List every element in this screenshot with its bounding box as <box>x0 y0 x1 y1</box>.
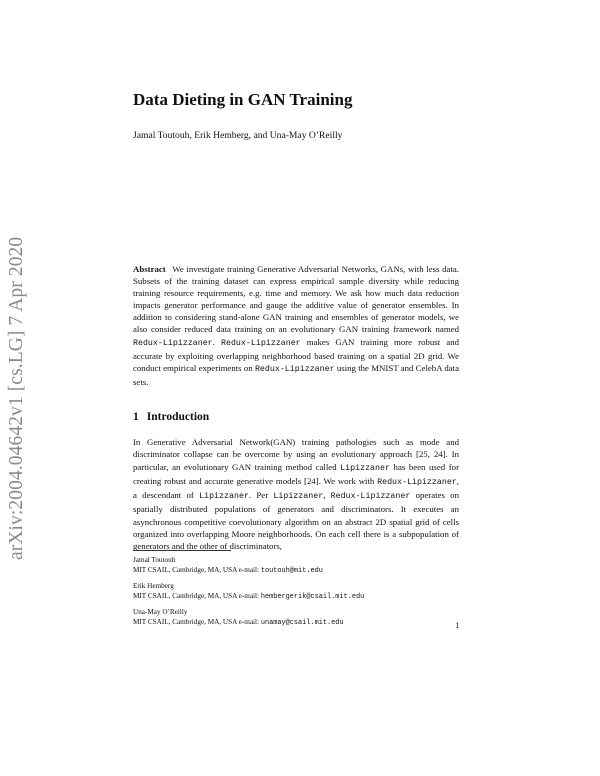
footnote-author-name: Una-May O’Reilly <box>133 608 188 617</box>
abstract-text: . <box>212 336 221 347</box>
footnote-author-name: Jamal Toutouh <box>133 556 176 564</box>
framework-name: Redux-Lipizzaner <box>254 364 335 374</box>
intro-text: , <box>323 490 331 501</box>
introduction-paragraph <box>133 436 459 553</box>
framework-name: Redux-Lipizzaner <box>377 477 457 487</box>
section-number: 1 <box>133 411 139 423</box>
abstract-label: Abstract <box>133 264 166 274</box>
abstract-text: using the MNIST and CelebA data sets. <box>133 362 459 387</box>
author-email: hembergerik@csail.mit.edu <box>260 592 365 601</box>
section-title: Introduction <box>146 411 210 423</box>
paper-title: Data Dieting in GAN Training <box>133 90 353 109</box>
abstract-text: makes GAN training more robust and accurate by exploiting overlapping neighborhood based training on a spatial 2D grid. We conduct empirical experiments on <box>133 336 459 373</box>
framework-name: Lipizzaner <box>273 492 324 502</box>
framework-name: Redux-Lipizzaner <box>133 338 213 348</box>
framework-name: Redux-Lipizzaner <box>220 338 301 348</box>
author-footnote <box>133 608 459 628</box>
footnote-divider <box>133 550 231 551</box>
framework-name: Redux-Lipizzaner <box>330 492 411 502</box>
arxiv-identifier-stamp: arXiv:2004.04642v1 [cs.LG] 7 Apr 2020 <box>6 236 27 560</box>
footnote-affiliation: MIT CSAIL, Cambridge, MA, USA e-mail: hembergerik@csail.mit.edu <box>133 591 365 601</box>
abstract-text: We investigate training Generative Adversarial Networks, GANs, with less data. Subsets of the training dataset can express empirical sample diversity while reducing training resource requirements, e.g. time and memory. We ask how much data reduction impacts generator performance and gauge the additive value of generator ensembles. In addition to considering stand-alone GAN training and ensembles of generator models, we also consider reduced data training on an evolutionary GAN training framework named <box>133 264 459 335</box>
intro-text: . Per <box>248 490 274 501</box>
author-email: toutouh@mit.edu <box>260 566 323 575</box>
page-number: 1 <box>455 620 460 630</box>
abstract <box>133 263 459 388</box>
author-email: unamay@csail.mit.edu <box>260 618 344 627</box>
footnote-affiliation: MIT CSAIL, Cambridge, MA, USA e-mail: toutouh@mit.edu <box>133 565 323 575</box>
intro-text: has been used for creating robust and accurate generative models [24]. We work with <box>133 461 459 486</box>
intro-text: operates on spatially distributed populations of generators and discriminators. It executes an asynchronous competitive coevolutionary algorithm on an abstract 2D spatial grid of cells organized into overlapping Moore neighborhoods. On each cell there is a subpopulation of generators and the other of discriminators, <box>133 490 459 552</box>
author-footnote <box>133 582 459 602</box>
intro-text: , a descendant of <box>133 475 459 501</box>
section-heading-introduction <box>133 411 209 423</box>
author-footnote <box>133 556 459 576</box>
author-footnotes <box>133 556 459 635</box>
intro-text: In Generative Adversarial Network(GAN) training pathologies such as mode and discriminator collapse can be overcome by using an evolutionary approach [25, 24]. In particular, an evolutionary GAN training method called <box>133 437 459 472</box>
framework-name: Lipizzaner <box>199 492 249 502</box>
framework-name: Lipizzaner <box>340 463 390 473</box>
footnote-affiliation: MIT CSAIL, Cambridge, MA, USA e-mail: unamay@csail.mit.edu <box>133 617 344 627</box>
footnote-author-name: Erik Hemberg <box>133 582 174 591</box>
author-list: Jamal Toutouh, Erik Hemberg, and Una-May O’Reilly <box>133 130 343 141</box>
